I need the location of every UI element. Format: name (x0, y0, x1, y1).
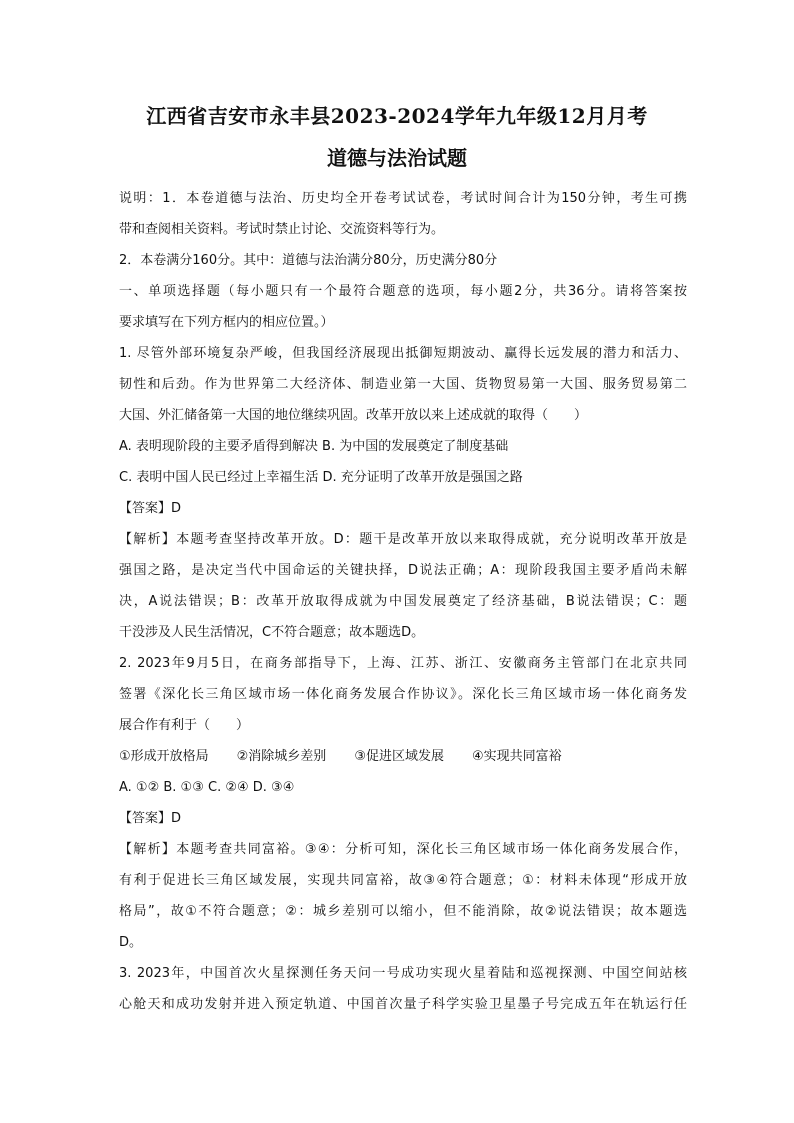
title-block (0, 100, 794, 174)
question-2-item: ④实现共同富裕 (471, 749, 562, 764)
exam-content (119, 183, 687, 1020)
question-2-item: ①形成开放格局 (119, 749, 209, 764)
instruction-line: 2．本卷满分160分。其中：道德与法治满分80分，历史满分80分 (119, 253, 498, 268)
question-1-answer: 【答案】D (119, 501, 182, 516)
question-1-stem: 大国、外汇储备第一大国的地位继续巩固。改革开放以来上述成就的取得（ ） (119, 408, 588, 423)
exam-title: 江西省吉安市永丰县2023-2024学年九年级12月月考 (146, 104, 648, 128)
question-1-option: A. 表明现阶段的主要矛盾得到解决 B. 为中国的发展奠定了制度基础 (119, 439, 509, 454)
question-2-answer: 【答案】D (119, 811, 182, 826)
question-2-items (119, 741, 687, 772)
question-1-analysis: 强国之路，是决定当代中国命运的关键抉择，D说法正确；A：现阶段我国主要矛盾尚未解 (119, 563, 687, 578)
question-2-options: A. ①② B. ①③ C. ②④ D. ③④ (119, 780, 295, 795)
instruction-line: 说明：1．本卷道德与法治、历史均全开卷考试试卷，考试时间合计为150分钟，考生可携 (119, 191, 687, 206)
question-2-stem: 2. 2023年9月5日，在商务部指导下，上海、江苏、浙江、安徽商务主管部门在北京共同 (119, 656, 687, 671)
question-2-analysis: 【解析】本题考查共同富裕。③④：分析可知，深化长三角区域市场一体化商务发展合作， (119, 842, 687, 857)
section-heading: 一、单项选择题（每小题只有一个最符合题意的选项，每小题2分，共36分。请将答案按 (119, 284, 687, 299)
question-1-analysis: 【解析】本题考查坚持改革开放。D：题干是改革开放以来取得成就，充分说明改革开放是 (119, 532, 687, 547)
instruction-line: 带和查阅相关资料。考试时禁止讨论、交流资料等行为。 (119, 222, 445, 237)
question-1-analysis: 干没涉及人民生活情况，C不符合题意；故本题选D。 (119, 625, 425, 640)
question-2-analysis: 有利于促进长三角区域发展，实现共同富裕，故③④符合题意；①：材料未体现“形成开放 (119, 873, 687, 888)
question-2-stem: 展合作有利于（ ） (119, 718, 250, 733)
question-1-stem: 1. 尽管外部环境复杂严峻，但我国经济展现出抵御短期波动、赢得长远发展的潜力和活力、 (119, 346, 687, 361)
question-2-stem: 签署《深化长三角区域市场一体化商务发展合作协议》。深化长三角区域市场一体化商务发 (119, 687, 687, 702)
question-2-item: ②消除城乡差别 (236, 749, 327, 764)
question-2-item: ③促进区域发展 (354, 749, 444, 764)
question-1-option: C. 表明中国人民已经过上幸福生活 D. 充分证明了改革开放是强国之路 (119, 470, 523, 485)
question-2-analysis: 格局”，故①不符合题意；②：城乡差别可以缩小，但不能消除，故②说法错误；故本题选 (119, 904, 687, 919)
exam-subtitle: 道德与法治试题 (327, 146, 467, 170)
question-1-analysis: 决，A说法错误；B：改革开放取得成就为中国发展奠定了经济基础，B说法错误；C：题 (119, 594, 687, 609)
question-1-stem: 韧性和后劲。作为世界第二大经济体、制造业第一大国、货物贸易第一大国、服务贸易第二 (119, 377, 687, 392)
question-3-stem: 心舱天和成功发射并进入预定轨道、中国首次量子科学实验卫星墨子号完成五年在轨运行任 (119, 997, 687, 1012)
section-heading: 要求填写在下列方框内的相应位置。） (119, 315, 334, 330)
question-3-stem: 3. 2023年，中国首次火星探测任务天问一号成功实现火星着陆和巡视探测、中国空间站核 (119, 966, 687, 981)
question-2-analysis: D。 (119, 935, 143, 950)
